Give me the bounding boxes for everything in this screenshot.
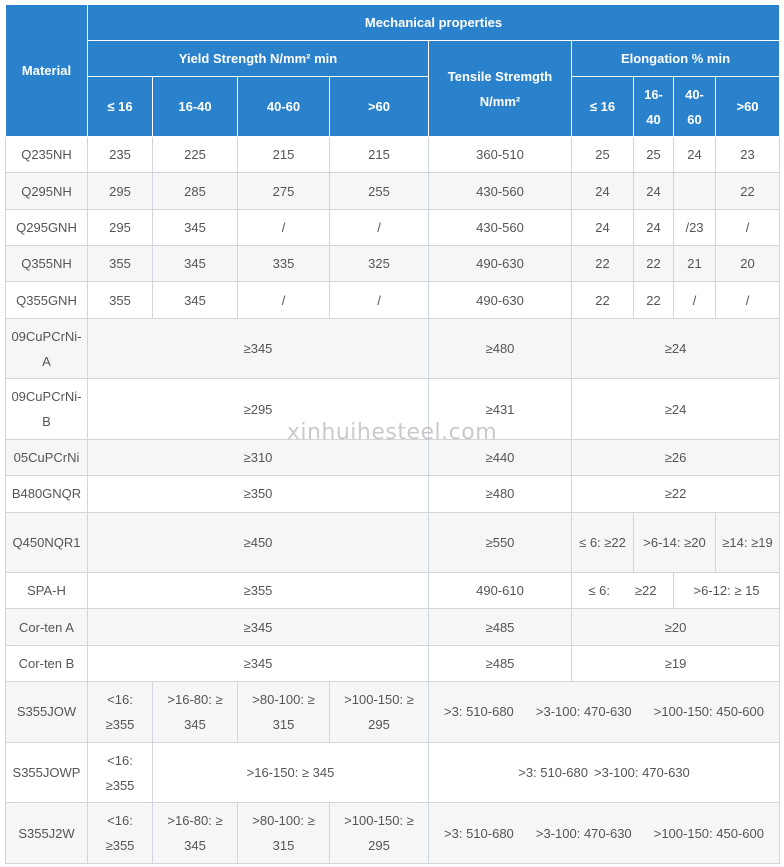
material-cell: S355JOW [6,682,88,743]
tensile-cell: ≥550 [429,512,572,573]
tensile-cell: ≥485 [429,609,572,645]
elongation-cell: / [716,282,780,318]
material-cell: Q450NQR1 [6,512,88,573]
elongation-col-header: 40-60 [674,77,716,137]
yield-col-header: >60 [330,77,429,137]
tensile-cell: ≥431 [429,379,572,440]
yield-cell: ≥310 [88,439,429,475]
yield-cell: 355 [88,282,153,318]
tensile-elongation-cell [429,682,780,743]
tensile-cell: 490-610 [429,573,572,609]
table-row [6,476,780,512]
yield-cell: 235 [88,137,153,173]
elongation-cell: 22 [634,282,674,318]
elongation-col-header: ≤ 16 [572,77,634,137]
yield-cell: 215 [330,137,429,173]
yield-cell: 345 [153,282,238,318]
tensile-range: >3-100: 470-630 [535,825,632,841]
yield-cell: ≥350 [88,476,429,512]
tensile-cell: 430-560 [429,173,572,209]
yield-cell: ≥345 [88,609,429,645]
elongation-cell: 21 [674,246,716,282]
yield-cell: 285 [153,173,238,209]
elongation-cell: /23 [674,209,716,245]
yield-cell: >16-80: ≥ 345 [153,682,238,743]
yield-cell: ≥355 [88,573,429,609]
elongation-cell: 24 [572,173,634,209]
elongation-cell: 24 [674,137,716,173]
elongation-cell [674,173,716,209]
table-row [6,318,780,379]
material-cell: 05CuPCrNi [6,439,88,475]
elongation-range: ≤ 6: [588,583,611,599]
tensile-cell: ≥480 [429,476,572,512]
elongation-cell: ≤ 6: ≥22 [572,512,634,573]
material-header: Material [6,5,88,137]
yield-cell: >80-100: ≥ 315 [238,682,330,743]
yield-cell: 255 [330,173,429,209]
mechanical-properties-header: Mechanical properties [88,5,780,41]
elongation-cell: 22 [716,173,780,209]
tensile-cell: ≥485 [429,645,572,681]
tensile-cell: 490-630 [429,282,572,318]
elongation-cell: 25 [634,137,674,173]
yield-cell: 325 [330,246,429,282]
yield-cell: ≥345 [88,318,429,379]
elongation-cell: ≥20 [572,609,780,645]
elongation-cell: ≥24 [572,318,780,379]
elongation-cell: ≥14: ≥19 [716,512,780,573]
tensile-cell: 360-510 [429,137,572,173]
table-row [6,512,780,573]
tensile-range: >100-150: 450-600 [653,704,764,720]
watermark: xinhuihesteel.com [286,420,498,445]
tensile-cell: ≥480 [429,318,572,379]
yield-cell: / [238,282,330,318]
table-row [6,609,780,645]
yield-cell: 275 [238,173,330,209]
table-row [6,379,780,440]
elongation-cell: 22 [634,246,674,282]
yield-cell: / [238,209,330,245]
yield-cell: <16: ≥355 [88,803,153,864]
elongation-cell: 20 [716,246,780,282]
yield-col-header: 40-60 [238,77,330,137]
yield-cell: <16: ≥355 [88,742,153,803]
tensile-elongation-cell [429,803,780,864]
material-cell: Q355NH [6,246,88,282]
tensile-cell: 490-630 [429,246,572,282]
table-row [6,246,780,282]
elongation-cell: 24 [634,209,674,245]
material-cell: SPA-H [6,573,88,609]
tensile-cell: ≥440 [429,439,572,475]
elongation-cell: >6-12: ≥ 15 [674,573,780,609]
elongation-cell: ≥19 [572,645,780,681]
mechanical-properties-table [5,4,780,864]
yield-col-header: 16-40 [153,77,238,137]
yield-strength-header: Yield Strength N/mm² min [88,41,429,77]
tensile-range: >3-100: 470-630 [535,704,632,720]
material-cell: Q235NH [6,137,88,173]
material-cell: Q295NH [6,173,88,209]
yield-cell: >16-150: ≥ 345 [153,742,429,803]
material-cell: Q295GNH [6,209,88,245]
elongation-cell: 24 [634,173,674,209]
table-row [6,742,780,803]
elongation-cell [572,573,674,609]
table-row [6,645,780,681]
yield-col-header: ≤ 16 [88,77,153,137]
material-cell: Cor-ten B [6,645,88,681]
elongation-cell: / [716,209,780,245]
tensile-range: >3: 510-680 [444,704,514,720]
tensile-cell: 430-560 [429,209,572,245]
elongation-cell: 25 [572,137,634,173]
table-row [6,137,780,173]
elongation-col-header: 16-40 [634,77,674,137]
yield-cell: 335 [238,246,330,282]
table-row [6,803,780,864]
elongation-cell: ≥24 [572,379,780,440]
tensile-range: >3: 510-680 [444,825,514,841]
yield-cell: 215 [238,137,330,173]
material-cell: Cor-ten A [6,609,88,645]
tensile-range: >3: 510-680 [518,765,588,781]
elongation-cell: 22 [572,282,634,318]
material-cell: S355J2W [6,803,88,864]
elongation-cell: ≥26 [572,439,780,475]
elongation-cell: 24 [572,209,634,245]
tensile-range: >100-150: 450-600 [653,825,764,841]
yield-cell: / [330,209,429,245]
yield-cell: >16-80: ≥ 345 [153,803,238,864]
yield-cell: 355 [88,246,153,282]
elongation-cell: / [674,282,716,318]
table-row [6,682,780,743]
elongation-col-header: >60 [716,77,780,137]
material-cell: 09CuPCrNi-A [6,318,88,379]
yield-cell: >100-150: ≥ 295 [330,682,429,743]
table-row [6,173,780,209]
table-row [6,209,780,245]
material-cell: B480GNQR [6,476,88,512]
elongation-cell: >6-14: ≥20 [634,512,716,573]
table-row [6,282,780,318]
table-row [6,439,780,475]
yield-cell: 225 [153,137,238,173]
elongation-value: ≥22 [634,583,657,599]
yield-cell: ≥345 [88,645,429,681]
tensile-range: >3-100: 470-630 [594,765,690,781]
yield-cell: 295 [88,173,153,209]
material-cell: Q355GNH [6,282,88,318]
yield-cell: >100-150: ≥ 295 [330,803,429,864]
yield-cell: >80-100: ≥ 315 [238,803,330,864]
elongation-cell: 22 [572,246,634,282]
elongation-cell: ≥22 [572,476,780,512]
yield-cell: ≥450 [88,512,429,573]
yield-cell: ≥295 [88,379,429,440]
elongation-header: Elongation % min [572,41,780,77]
material-cell: 09CuPCrNi-B [6,379,88,440]
yield-cell: <16: ≥355 [88,682,153,743]
yield-cell: 345 [153,209,238,245]
yield-cell: 295 [88,209,153,245]
tensile-strength-header: Tensile Stremgth N/mm² [429,41,572,137]
table-row [6,573,780,609]
material-cell: S355JOWP [6,742,88,803]
elongation-cell: 23 [716,137,780,173]
yield-cell: / [330,282,429,318]
yield-cell: 345 [153,246,238,282]
tensile-elongation-cell [429,742,780,803]
